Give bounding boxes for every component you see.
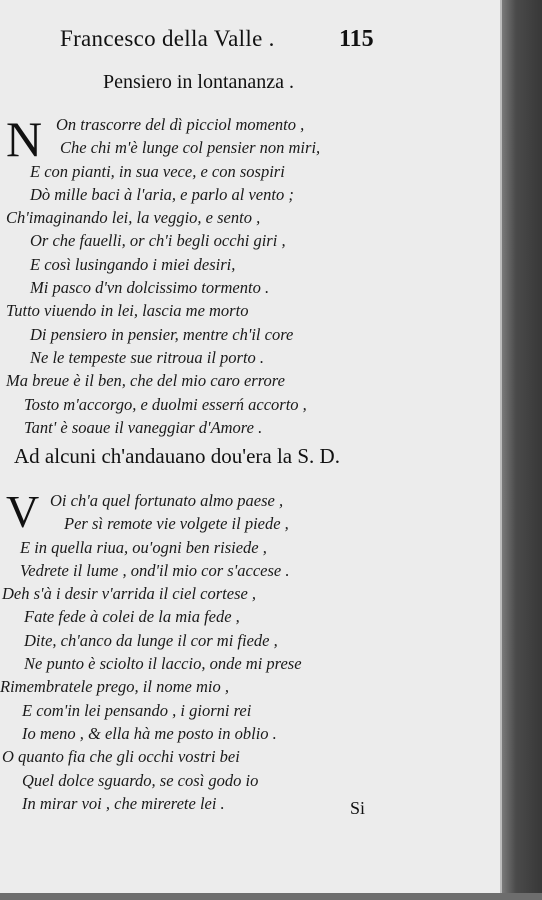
verse-line: Dò mille baci à l'aria, e parlo al vento ; (30, 184, 294, 204)
verse-line: Che chi m'è lunge col pensier non miri, (60, 138, 321, 158)
verse-line: On trascorre del dì picciol momento , (56, 115, 305, 134)
verse-line: O quanto fia che gli occhi vostri bei (2, 747, 240, 767)
page-number: 115 (339, 26, 374, 52)
verse-line: Tant' è soaue il vaneggiar d'Amore . (24, 417, 263, 437)
verse-line: Deh s'à i desir v'arrida il ciel cortese , (2, 584, 257, 604)
verse-line: Io meno , & ella hà me posto in oblio . (22, 723, 277, 743)
verse-line: Ne le tempeste sue ritroua il porto . (30, 347, 265, 367)
verse-line: E in quella riua, ou'ogni ben risiede , (20, 537, 267, 557)
verse-line: Rimembratele prego, il nome mio , (0, 677, 229, 697)
verse-line: Tosto m'accorgo, e duolmi esserń accorto , (24, 394, 307, 414)
poem-title: Pensiero in lontananza . (103, 71, 295, 93)
drop-cap: V (6, 486, 40, 537)
verse-line: Ne punto è sciolto il laccio, onde mi prese (24, 654, 302, 674)
poem-body (0, 486, 500, 815)
drop-cap: N (6, 111, 43, 167)
verse-line: Dite, ch'anco da lunge il cor mi fiede , (24, 630, 278, 650)
verse-line: Per sì remote vie volgete il piede , (64, 514, 289, 534)
verse-line: Di pensiero in pensier, mentre ch'il core (30, 324, 294, 344)
verse-line: Oi ch'a quel fortunato almo paese , (50, 491, 284, 510)
verse-line: Vedrete il lume , ond'il mio cor s'accese . (20, 560, 290, 580)
verse-line: E con pianti, in sua vece, e con sospiri (30, 161, 285, 181)
verse-line: E com'in lei pensando , i giorni rei (22, 700, 252, 720)
verse-line: Mi pasco d'vn dolcissimo tormento . (30, 278, 270, 298)
verse-line: In mirar voi , che mirerete lei . (22, 793, 225, 813)
poem-body (0, 113, 500, 439)
running-title: Francesco della Valle . (60, 26, 275, 51)
catchword: Si (350, 798, 366, 818)
verse-line: Tutto viuendo in lei, lascia me morto (6, 301, 249, 321)
verse-line: Quel dolce sguardo, se così godo io (22, 770, 259, 790)
verse-line: E così lusingando i miei desiri, (30, 254, 236, 274)
page-bottom-edge (0, 893, 542, 900)
verse-line: Ma breue è il ben, che del mio caro errore (6, 371, 285, 391)
verse-line: Fate fede à colei de la mia fede , (24, 607, 240, 627)
verse-line: Ch'imaginando lei, la veggio, e sento , (6, 208, 261, 228)
poem-title: Ad alcuni ch'andauano dou'era la S. D. (14, 444, 340, 468)
verse-line: Or che fauelli, or ch'i begli occhi giri , (30, 231, 286, 251)
